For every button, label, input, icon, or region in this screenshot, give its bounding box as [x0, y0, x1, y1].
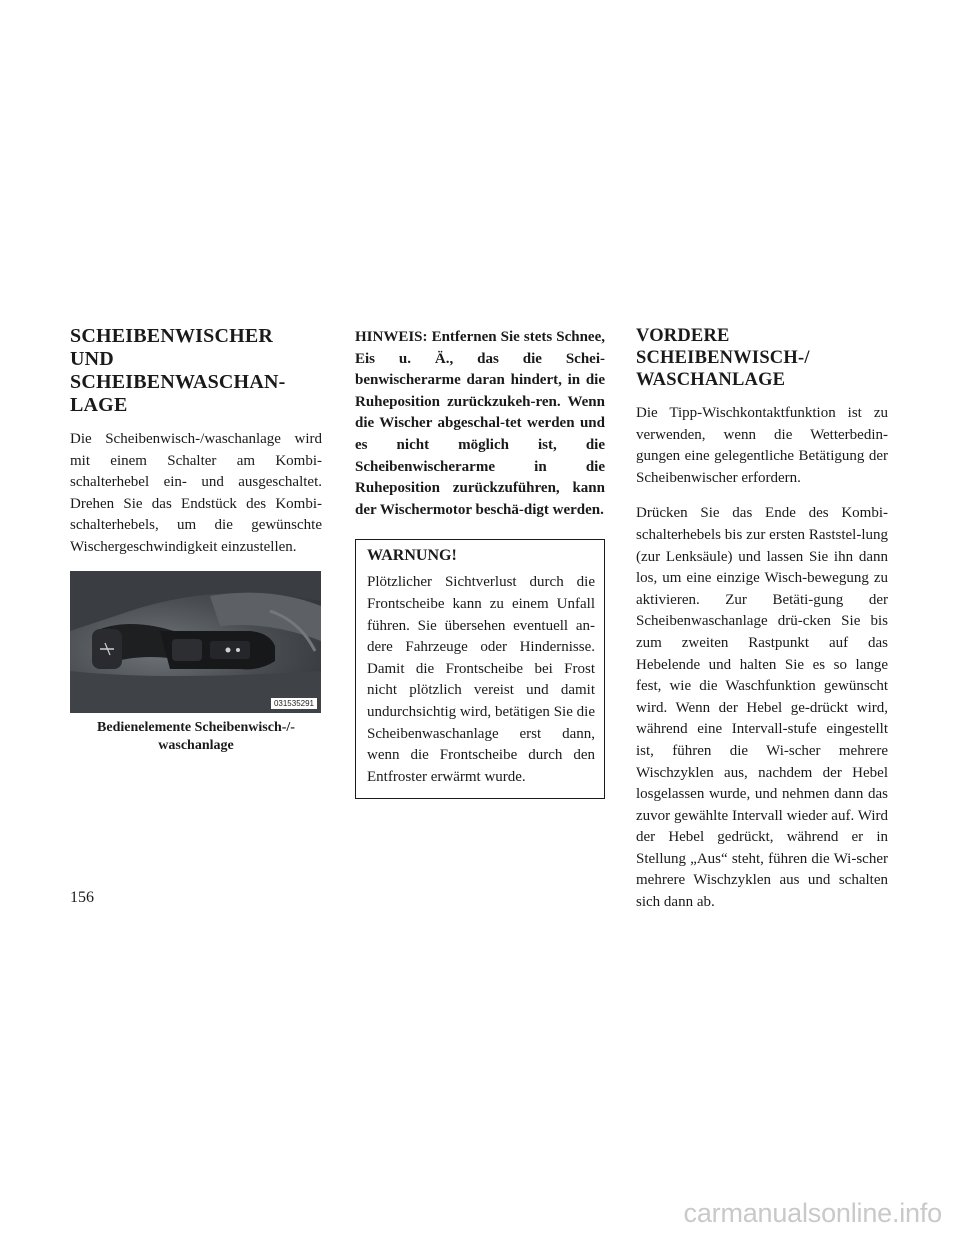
- text-line: drückt wird, während eine Intervall-: [636, 699, 888, 738]
- text-line: schalterhebels, um die gewünschte: [70, 517, 322, 534]
- warning-box: [355, 539, 605, 799]
- text-line: ist, die Scheibenwischerarme in: [355, 436, 605, 475]
- text-line: wurde, und nehmen dann das zuvor: [636, 786, 888, 824]
- text-line: gungen eine gelegentliche Betätigung: [636, 448, 869, 465]
- figure-caption: [70, 719, 322, 755]
- text-line: Die Tipp-Wischkontaktfunktion ist: [636, 405, 874, 421]
- text-line: wird mit einem Schalter am Kombi-: [70, 431, 322, 469]
- text-line: bewegung zu aktivieren. Zur Betäti-: [636, 570, 888, 608]
- text-line: Wischergeschwindigkeit einzustellen.: [70, 538, 297, 555]
- warning-text: [367, 572, 595, 788]
- right-column: [636, 325, 888, 914]
- text-line: zu verwenden, wenn die Wetterbedin-: [636, 405, 888, 443]
- heading-line: VORDERE: [636, 326, 730, 346]
- heading-line: SCHEIBENWASCHAN-: [70, 371, 286, 393]
- heading-line: WASCHANLAGE: [636, 370, 786, 390]
- text-line: Stellung „Aus“ steht, führen die Wi-: [636, 850, 857, 867]
- text-line: den Entfroster erwärmt wurde.: [367, 747, 595, 785]
- text-line: gewünscht wird. Wenn der Hebel ge-: [636, 678, 888, 716]
- operation-paragraph: [636, 503, 888, 913]
- text-line: Drehen Sie das Endstück des Kombi-: [70, 495, 322, 512]
- text-line: gung der Scheibenwaschanlage drü-: [636, 591, 888, 630]
- text-line: die Ruheposition zurückzuführen,: [355, 458, 605, 497]
- text-line: nachdem der Hebel losgelassen: [636, 764, 888, 803]
- text-line: scher mehrere Wischzyklen aus,: [636, 742, 888, 781]
- figure-code: 031535291: [271, 698, 317, 709]
- text-line: die Scheibenwaschanlage erst: [367, 703, 595, 742]
- text-line: tet werden und es nicht möglich: [355, 415, 605, 453]
- text-line: cken Sie bis zum zweiten Rastpunkt: [636, 613, 888, 651]
- text-line: Drücken Sie das Ende des Kombi-: [636, 505, 888, 522]
- section-heading-wiper-washer: [70, 325, 322, 417]
- text-line: schalterhebel ein- und ausgeschaltet.: [70, 474, 322, 491]
- text-line: nicht plötzlich vereist und damit: [367, 682, 595, 699]
- text-line: Schnee, Eis u. Ä., das die Schei-: [355, 329, 605, 367]
- mist-paragraph: [636, 403, 888, 489]
- text-line: Frontscheibe kann zu einem Unfall: [367, 595, 595, 612]
- warning-title: WARNUNG!: [367, 547, 457, 565]
- text-line: benwischerarme daran hindert, in: [355, 372, 586, 389]
- text-line: auf das Hebelende und halten Sie es: [636, 634, 888, 673]
- text-line: führen. Sie übersehen eventuell an-: [367, 617, 595, 634]
- text-line: der Hebel gedrückt, während er in: [636, 829, 888, 846]
- text-line: ren. Wenn die Wischer abgeschal-: [355, 393, 605, 432]
- caption-line: waschanlage: [158, 737, 234, 753]
- text-line: ihn dann los, um eine einzige Wisch-: [636, 548, 889, 587]
- text-line: der Scheibenwischer erfordern.: [636, 448, 888, 486]
- left-column: [70, 325, 322, 755]
- intro-paragraph: [70, 429, 322, 559]
- text-line: dere Fahrzeuge oder Hindernisse.: [367, 639, 595, 656]
- text-line: Die Scheibenwisch-/waschanlage: [70, 431, 295, 447]
- text-line: kann der Wischermotor beschä-: [355, 480, 605, 518]
- middle-column: [355, 325, 605, 799]
- text-line: undurchsichtig wird, betätigen Sie: [367, 703, 577, 720]
- text-line: Damit die Frontscheibe bei Frost: [367, 660, 595, 677]
- wiper-lever-illustration: [70, 571, 321, 713]
- note-paragraph: [355, 327, 605, 521]
- text-line: digt werden.: [523, 501, 604, 518]
- heading-line: LAGE: [70, 394, 128, 416]
- text-line: die Ruheposition zurückzukeh-: [355, 372, 605, 410]
- heading-line: SCHEIBENWISCHER UND: [70, 325, 274, 370]
- text-line: gewählte Intervall wieder auf. Wird: [674, 807, 888, 824]
- section-heading-front-wiper: [636, 325, 888, 391]
- text-line: so lange fest, wie die Waschfunktion: [636, 656, 888, 695]
- text-line: Plötzlicher Sichtverlust durch die: [367, 574, 595, 591]
- text-line: dann, wenn die Frontscheibe durch: [367, 725, 595, 764]
- caption-line: Bedienelemente Scheibenwisch-/-: [97, 719, 295, 735]
- wiper-lever-photo: [70, 571, 321, 713]
- text-line: lung (zur Lenksäule) und lassen Sie: [636, 526, 888, 565]
- watermark: carmanualsonline.info: [683, 1198, 942, 1228]
- text-line: stufe eingestellt ist, führen die Wi-: [636, 721, 888, 759]
- text-line: schalten sich dann ab.: [636, 872, 888, 911]
- page-number: 156: [70, 889, 94, 906]
- text-line: HINWEIS: Entfernen Sie stets: [355, 329, 557, 345]
- heading-line: SCHEIBENWISCH-/: [636, 348, 810, 368]
- text-line: scher mehrere Wischzyklen aus und: [636, 850, 888, 889]
- text-line: schalterhebels bis zur ersten Raststel-: [636, 526, 862, 543]
